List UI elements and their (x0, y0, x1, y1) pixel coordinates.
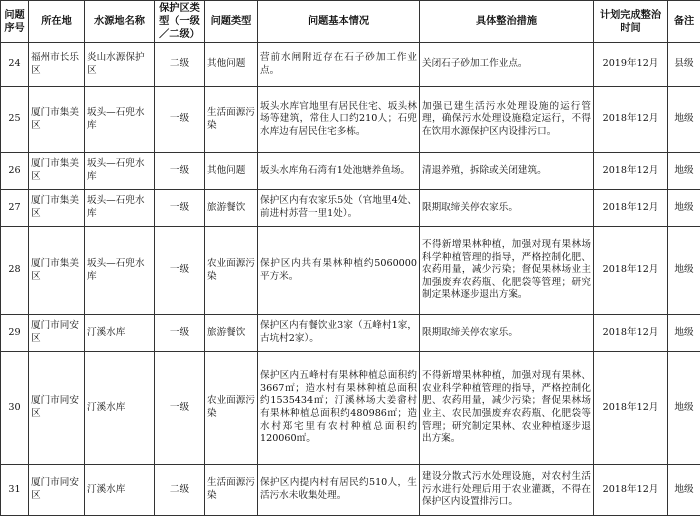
cell-no: 29 (1, 315, 29, 352)
cell-source: 汀溪水库 (85, 315, 155, 352)
cell-situation: 坂头水库官地里有居民住宅、坂头林场等建筑，常住人口约210人；石兜水库边有居民住宅多栋。 (258, 87, 420, 153)
cell-type: 旅游餐饮 (205, 190, 258, 227)
cell-type: 旅游餐饮 (205, 315, 258, 352)
cell-situation: 保护区内有餐饮业3家（五峰村1家，古坑村2家）。 (258, 315, 420, 352)
cell-measures: 不得新增果林种植，加强对现有果林场科学种植管理的指导，严格控制化肥、农药用量，减少污染；督促果林场业主加强废弃农药瓶、化肥袋等管理；研究制定果林逐步退出方案。 (420, 227, 594, 315)
cell-source: 坂头—石兜水库 (85, 87, 155, 153)
cell-note: 地级 (668, 465, 700, 516)
cell-type: 农业面源污染 (205, 352, 258, 465)
cell-situation: 保护区内提内村有居民约510人，生活污水未收集处理。 (258, 465, 420, 516)
header-location: 所在地 (29, 1, 85, 43)
cell-level: 一级 (155, 352, 205, 465)
header-note: 备注 (668, 1, 700, 43)
header-situation: 问题基本情况 (258, 1, 420, 43)
cell-no: 28 (1, 227, 29, 315)
header-source: 水源地名称 (85, 1, 155, 43)
cell-no: 24 (1, 43, 29, 87)
cell-type: 生活面源污染 (205, 465, 258, 516)
cell-measures: 建设分散式污水处理设施，对农村生活污水进行处理后用于农业灌溉，不得在保护区内设置排污口。 (420, 465, 594, 516)
header-deadline: 计划完成整治时间 (594, 1, 668, 43)
table-header-row (1, 1, 700, 43)
cell-measures: 限期取缔关停农家乐。 (420, 190, 594, 227)
cell-note: 地级 (668, 87, 700, 153)
cell-situation: 坂头水库角石湾有1处池塘养鱼场。 (258, 153, 420, 190)
cell-location: 厦门市同安区 (29, 465, 85, 516)
table-row (1, 465, 700, 516)
cell-source: 坂头—石兜水库 (85, 153, 155, 190)
cell-measures: 加强已建生活污水处理设施的运行管理，确保污水处理设施稳定运行，不得在饮用水源保护区内设排污口。 (420, 87, 594, 153)
cell-deadline: 2018年12月 (594, 227, 668, 315)
header-level: 保护区类型（一级／二级） (155, 1, 205, 43)
cell-source: 坂头—石兜水库 (85, 227, 155, 315)
cell-level: 一级 (155, 190, 205, 227)
cell-deadline: 2018年12月 (594, 352, 668, 465)
cell-note: 地级 (668, 190, 700, 227)
cell-level: 一级 (155, 227, 205, 315)
table-row (1, 227, 700, 315)
cell-deadline: 2019年12月 (594, 43, 668, 87)
cell-deadline: 2018年12月 (594, 153, 668, 190)
cell-measures: 关闭石子砂加工作业点。 (420, 43, 594, 87)
cell-note: 地级 (668, 352, 700, 465)
cell-source: 坂头—石兜水库 (85, 190, 155, 227)
cell-situation: 营前水闸附近存在石子砂加工作业点。 (258, 43, 420, 87)
cell-level: 一级 (155, 315, 205, 352)
header-type: 问题类型 (205, 1, 258, 43)
cell-location: 厦门市集美区 (29, 153, 85, 190)
table-row (1, 352, 700, 465)
cell-location: 厦门市集美区 (29, 190, 85, 227)
header-no: 问题序号 (1, 1, 29, 43)
cell-location: 厦门市集美区 (29, 87, 85, 153)
cell-type: 其他问题 (205, 43, 258, 87)
cell-measures: 清退养殖，拆除或关闭建筑。 (420, 153, 594, 190)
cell-situation: 保护区内有农家乐5处（官地里4处、前进村苏营一里1处）。 (258, 190, 420, 227)
cell-location: 厦门市集美区 (29, 227, 85, 315)
cell-location: 厦门市同安区 (29, 315, 85, 352)
cell-level: 一级 (155, 153, 205, 190)
header-measures: 具体整治措施 (420, 1, 594, 43)
cell-deadline: 2018年12月 (594, 190, 668, 227)
cell-type: 生活面源污染 (205, 87, 258, 153)
cell-no: 25 (1, 87, 29, 153)
cell-situation: 保护区内共有果林种植约5060000平方米。 (258, 227, 420, 315)
cell-note: 地级 (668, 315, 700, 352)
cell-measures: 限期取缔关停农家乐。 (420, 315, 594, 352)
cell-no: 31 (1, 465, 29, 516)
cell-level: 一级 (155, 87, 205, 153)
cell-no: 30 (1, 352, 29, 465)
cell-level: 二级 (155, 465, 205, 516)
cell-type: 农业面源污染 (205, 227, 258, 315)
cell-type: 其他问题 (205, 153, 258, 190)
cell-location: 厦门市同安区 (29, 352, 85, 465)
cell-location: 福州市长乐区 (29, 43, 85, 87)
table-row (1, 43, 700, 87)
cell-measures: 不得新增果林种植，加强对现有果林、农业科学种植管理的指导，严格控制化肥、农药用量，减少污染；督促果林场业主、农民加强废弃农药瓶、化肥袋等管理；研究制定果林、农业种植逐步退出方案。 (420, 352, 594, 465)
cell-no: 26 (1, 153, 29, 190)
table-row (1, 87, 700, 153)
cell-deadline: 2018年12月 (594, 465, 668, 516)
cell-no: 27 (1, 190, 29, 227)
cell-note: 地级 (668, 153, 700, 190)
cell-deadline: 2018年12月 (594, 315, 668, 352)
table-row (1, 190, 700, 227)
cell-situation: 保护区内五峰村有果林种植总面积约3667㎡；造水村有果林种植总面积约1535434㎡；汀溪林场大姜畲村有果林种植总面积约480986㎡；造水村郑宅里有农村种植总面积约120060㎡。 (258, 352, 420, 465)
cell-source: 炎山水源保护区 (85, 43, 155, 87)
table-row (1, 315, 700, 352)
cell-note: 县级 (668, 43, 700, 87)
cell-level: 二级 (155, 43, 205, 87)
cell-source: 汀溪水库 (85, 352, 155, 465)
table-row (1, 153, 700, 190)
cell-source: 汀溪水库 (85, 465, 155, 516)
cell-note: 地级 (668, 227, 700, 315)
cell-deadline: 2018年12月 (594, 87, 668, 153)
